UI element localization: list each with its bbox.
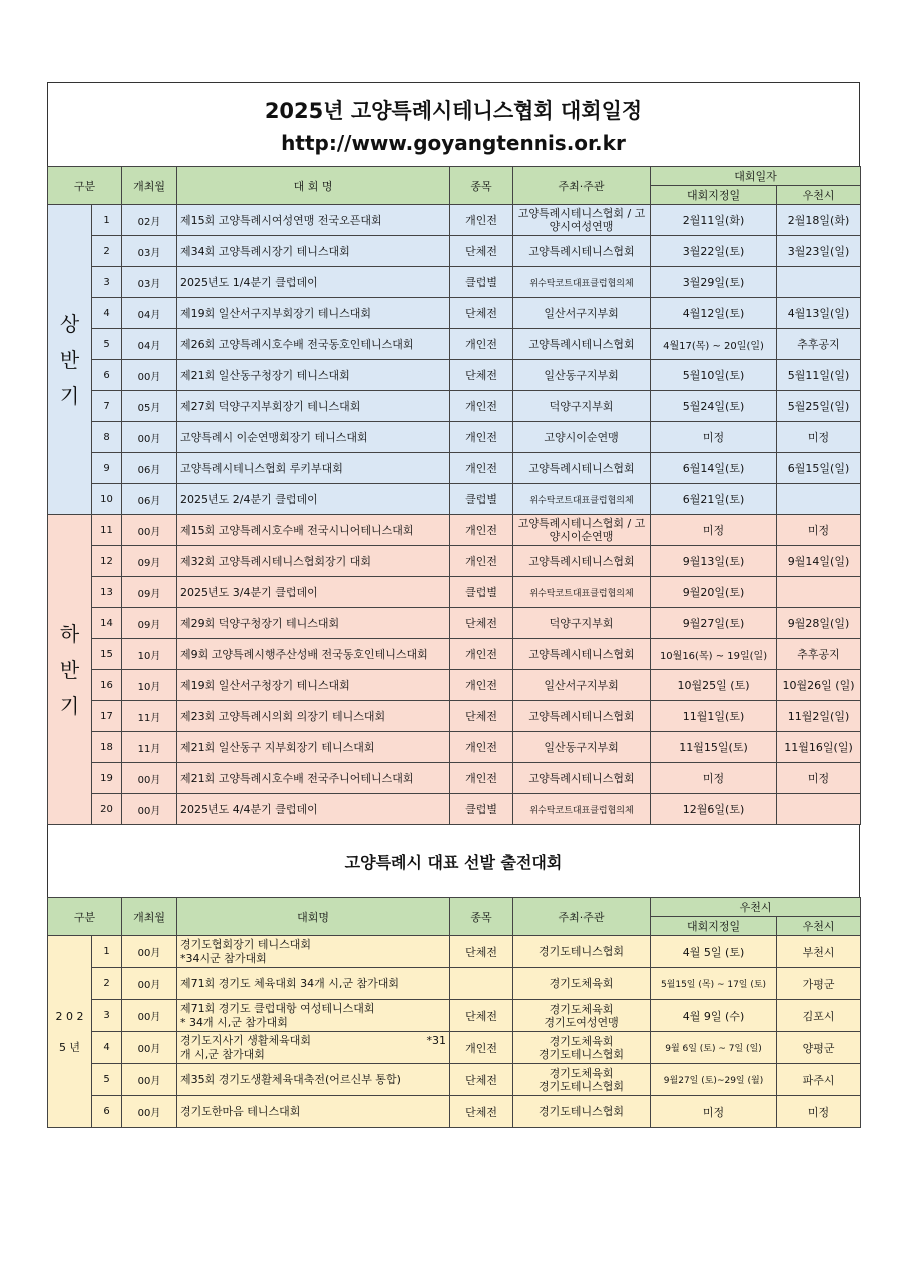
row-date: 10월25일 (토) — [651, 670, 777, 701]
row-date: 11월15일(토) — [651, 732, 777, 763]
row-date: 9월 6일 (토) ~ 7일 (일) — [651, 1032, 777, 1064]
row-event-type: 개인전 — [450, 639, 513, 670]
second-schedule-table — [47, 897, 861, 1128]
row-month: 00月 — [122, 1064, 177, 1096]
row-number: 12 — [92, 546, 122, 577]
row-host — [513, 1032, 651, 1064]
row-event-name-line1: 제71회 경기도 클럽대항 여성테니스대회 — [180, 1001, 375, 1015]
row-date: 4월 5일 (토) — [651, 936, 777, 968]
schedule-sheet — [47, 82, 860, 1128]
row-month: 00月 — [122, 936, 177, 968]
row-number: 1 — [92, 936, 122, 968]
row-event-name: 제27회 덕양구지부회장기 테니스대회 — [177, 391, 450, 422]
row-rain-date: 5월11일(일) — [777, 360, 861, 391]
table-row — [48, 236, 861, 267]
row-event-name: 제15회 고양특례시호수배 전국시니어테니스대회 — [177, 515, 450, 546]
table-row — [48, 360, 861, 391]
row-number: 3 — [92, 267, 122, 298]
row-event-type: 단체전 — [450, 360, 513, 391]
row-month: 10月 — [122, 670, 177, 701]
first-half-label: 상 반 기 — [48, 205, 92, 515]
row-date: 11월1일(토) — [651, 701, 777, 732]
row-event-type: 단체전 — [450, 1096, 513, 1128]
row-event-name-line2: 개 시,군 참가대회 — [180, 1047, 265, 1061]
row-date: 9월27일(토) — [651, 608, 777, 639]
table-row — [48, 515, 861, 546]
row-number: 4 — [92, 1032, 122, 1064]
row-host-line1: 경기도체육회 — [549, 1066, 614, 1080]
row-host-line1: 경기도체육회 — [549, 1034, 614, 1048]
row-event-name-line1: 경기도지사기 생활체육대회 — [180, 1033, 312, 1047]
row-host: 위수탁코트대표클럽협의체 — [513, 577, 651, 608]
row-event-type: 개인전 — [450, 670, 513, 701]
row-host: 고양특례시테니스협회 — [513, 236, 651, 267]
row-host-line1: 경기도테니스협회 — [539, 945, 625, 958]
row-event-name-line2: *34시군 참가대회 — [180, 951, 267, 965]
row-event-name: 2025년도 4/4분기 클럽데이 — [177, 794, 450, 825]
row-rain-location: 미정 — [777, 1096, 861, 1128]
row-month: 00月 — [122, 515, 177, 546]
row-date: 6월21일(토) — [651, 484, 777, 515]
row-number: 10 — [92, 484, 122, 515]
table-row — [48, 1000, 861, 1032]
row-event-type: 단체전 — [450, 1000, 513, 1032]
sec-header-host: 주최·주관 — [513, 898, 651, 936]
row-date: 3월22일(토) — [651, 236, 777, 267]
title-box — [47, 82, 860, 166]
row-event-name-line2: * 34개 시,군 참가대회 — [180, 1015, 288, 1029]
table-row — [48, 1096, 861, 1128]
sec-header-name: 대회명 — [177, 898, 450, 936]
row-event-name: 제21회 고양특례시호수배 전국주니어테니스대회 — [177, 763, 450, 794]
header-name: 대 회 명 — [177, 167, 450, 205]
row-event-name — [177, 1000, 450, 1032]
table-row — [48, 701, 861, 732]
row-number: 15 — [92, 639, 122, 670]
row-month: 11月 — [122, 732, 177, 763]
row-number: 18 — [92, 732, 122, 763]
row-host: 덕양구지부회 — [513, 391, 651, 422]
row-rain-location: 양평군 — [777, 1032, 861, 1064]
sec-header-rain: 우천시 — [777, 917, 861, 936]
row-event-type: 클럽별 — [450, 267, 513, 298]
row-host: 위수탁코트대표클럽협의체 — [513, 484, 651, 515]
row-event-type: 개인전 — [450, 205, 513, 236]
row-number: 8 — [92, 422, 122, 453]
row-date: 미정 — [651, 763, 777, 794]
row-host: 고양특례시테니스협회 — [513, 639, 651, 670]
row-host: 일산서구지부회 — [513, 670, 651, 701]
row-event-name — [177, 968, 450, 1000]
row-date: 4월12일(토) — [651, 298, 777, 329]
row-date: 2월11일(화) — [651, 205, 777, 236]
row-event-name: 제15회 고양특례시여성연맹 전국오픈대회 — [177, 205, 450, 236]
row-rain-date: 추후공지 — [777, 329, 861, 360]
row-number: 2 — [92, 236, 122, 267]
row-event-type: 단체전 — [450, 701, 513, 732]
row-event-name: 제19회 일산서구지부회장기 테니스대회 — [177, 298, 450, 329]
header-month: 개최월 — [122, 167, 177, 205]
header-date: 대회지정일 — [651, 186, 777, 205]
row-number: 6 — [92, 360, 122, 391]
row-date: 5월15일 (목) ~ 17일 (토) — [651, 968, 777, 1000]
row-host — [513, 1064, 651, 1096]
sec-header-month: 개최월 — [122, 898, 177, 936]
row-event-type: 클럽별 — [450, 484, 513, 515]
row-event-name — [177, 1064, 450, 1096]
row-date: 9월27일 (토)~29일 (월) — [651, 1064, 777, 1096]
row-host: 고양특례시테니스협회 / 고양시이순연맹 — [513, 515, 651, 546]
row-number: 2 — [92, 968, 122, 1000]
row-event-type: 개인전 — [450, 546, 513, 577]
row-month: 00月 — [122, 1096, 177, 1128]
row-host — [513, 1000, 651, 1032]
row-rain-date: 미정 — [777, 515, 861, 546]
row-number: 19 — [92, 763, 122, 794]
row-event-name: 2025년도 2/4분기 클럽데이 — [177, 484, 450, 515]
row-event-name: 2025년도 1/4분기 클럽데이 — [177, 267, 450, 298]
row-event-name: 제19회 일산서구청장기 테니스대회 — [177, 670, 450, 701]
row-event-name-line1: 경기도한마음 테니스대회 — [180, 1104, 301, 1118]
row-rain-date — [777, 484, 861, 515]
header-host: 주최·주관 — [513, 167, 651, 205]
row-event-type: 단체전 — [450, 236, 513, 267]
table-row — [48, 968, 861, 1000]
second-section-title: 고양특례시 대표 선발 출전대회 — [344, 853, 563, 872]
row-rain-date: 미정 — [777, 763, 861, 794]
table-row — [48, 329, 861, 360]
row-event-note: *31 — [426, 1033, 447, 1047]
row-rain-location: 가평군 — [777, 968, 861, 1000]
row-month: 03月 — [122, 236, 177, 267]
row-month: 00月 — [122, 968, 177, 1000]
row-rain-date: 11월2일(일) — [777, 701, 861, 732]
row-host-line2: 경기도테니스협회 — [539, 1079, 625, 1093]
row-host: 고양특례시테니스협회 / 고양시여성연맹 — [513, 205, 651, 236]
row-event-name — [177, 1032, 450, 1064]
row-host: 고양특례시테니스협회 — [513, 546, 651, 577]
row-event-type: 단체전 — [450, 1064, 513, 1096]
table-row — [48, 936, 861, 968]
row-event-type: 단체전 — [450, 936, 513, 968]
row-date: 9월20일(토) — [651, 577, 777, 608]
header-date-group: 대회일자 — [651, 167, 861, 186]
table-row — [48, 453, 861, 484]
row-number: 17 — [92, 701, 122, 732]
row-event-name — [177, 936, 450, 968]
row-event-type: 클럽별 — [450, 577, 513, 608]
row-rain-date: 2월18일(화) — [777, 205, 861, 236]
row-rain-date: 10월26일 (일) — [777, 670, 861, 701]
row-event-type: 개인전 — [450, 422, 513, 453]
row-month: 05月 — [122, 391, 177, 422]
row-event-name — [177, 1096, 450, 1128]
header-division: 구분 — [48, 167, 122, 205]
row-month: 04月 — [122, 298, 177, 329]
row-host — [513, 936, 651, 968]
row-month: 11月 — [122, 701, 177, 732]
row-event-type: 개인전 — [450, 453, 513, 484]
row-rain-date: 3월23일(일) — [777, 236, 861, 267]
sec-header-type: 종목 — [450, 898, 513, 936]
row-event-name: 제21회 일산동구청장기 테니스대회 — [177, 360, 450, 391]
row-rain-date: 9월14일(일) — [777, 546, 861, 577]
row-event-name: 고양특례시 이순연맹회장기 테니스대회 — [177, 422, 450, 453]
row-month: 09月 — [122, 546, 177, 577]
row-event-name: 제29회 덕양구청장기 테니스대회 — [177, 608, 450, 639]
row-month: 04月 — [122, 329, 177, 360]
row-host: 고양특례시테니스협회 — [513, 763, 651, 794]
row-event-type: 단체전 — [450, 608, 513, 639]
row-number: 13 — [92, 577, 122, 608]
table-row — [48, 639, 861, 670]
row-event-name: 고양특례시테니스협회 루키부대회 — [177, 453, 450, 484]
table-row — [48, 391, 861, 422]
table-row — [48, 484, 861, 515]
row-event-type: 단체전 — [450, 298, 513, 329]
row-number: 20 — [92, 794, 122, 825]
row-month: 00月 — [122, 763, 177, 794]
row-host — [513, 1096, 651, 1128]
sec-header-date: 대회지정일 — [651, 917, 777, 936]
row-rain-location: 파주시 — [777, 1064, 861, 1096]
row-host: 일산동구지부회 — [513, 360, 651, 391]
row-event-name: 2025년도 3/4분기 클럽데이 — [177, 577, 450, 608]
row-event-name: 제34회 고양특례시장기 테니스대회 — [177, 236, 450, 267]
row-rain-date: 추후공지 — [777, 639, 861, 670]
row-rain-location: 김포시 — [777, 1000, 861, 1032]
row-rain-location: 부천시 — [777, 936, 861, 968]
table-row — [48, 732, 861, 763]
table-row — [48, 577, 861, 608]
row-host-line1: 경기도체육회 — [549, 1002, 614, 1016]
year-label: 2 0 2 5 년 — [48, 936, 92, 1128]
row-number: 1 — [92, 205, 122, 236]
row-host-line1: 경기도테니스협회 — [539, 1105, 625, 1118]
sec-header-division: 구분 — [48, 898, 122, 936]
row-rain-date — [777, 794, 861, 825]
row-number: 14 — [92, 608, 122, 639]
row-month: 03月 — [122, 267, 177, 298]
row-host: 고양시이순연맹 — [513, 422, 651, 453]
row-event-type: 개인전 — [450, 391, 513, 422]
row-number: 5 — [92, 329, 122, 360]
row-rain-date — [777, 267, 861, 298]
row-host: 덕양구지부회 — [513, 608, 651, 639]
row-date: 9월13일(토) — [651, 546, 777, 577]
row-month: 00月 — [122, 794, 177, 825]
row-host-line2: 경기도테니스협회 — [539, 1047, 625, 1061]
row-date: 미정 — [651, 1096, 777, 1128]
row-host: 일산동구지부회 — [513, 732, 651, 763]
row-event-type — [450, 968, 513, 1000]
row-event-name-line1: 경기도협회장기 테니스대회 — [180, 937, 312, 951]
table-row — [48, 1032, 861, 1064]
table-row — [48, 1064, 861, 1096]
row-date: 6월14일(토) — [651, 453, 777, 484]
row-month: 09月 — [122, 608, 177, 639]
row-host: 위수탁코트대표클럽협의체 — [513, 267, 651, 298]
row-event-name: 제32회 고양특례시테니스협회장기 대회 — [177, 546, 450, 577]
row-rain-date: 9월28일(일) — [777, 608, 861, 639]
row-host: 위수탁코트대표클럽협의체 — [513, 794, 651, 825]
row-event-type: 개인전 — [450, 1032, 513, 1064]
row-month: 06月 — [122, 453, 177, 484]
table-row — [48, 267, 861, 298]
row-rain-date — [777, 577, 861, 608]
row-month: 02月 — [122, 205, 177, 236]
row-number: 4 — [92, 298, 122, 329]
table-row — [48, 670, 861, 701]
row-number: 6 — [92, 1096, 122, 1128]
row-rain-date: 11월16일(일) — [777, 732, 861, 763]
row-rain-date: 5월25일(일) — [777, 391, 861, 422]
row-date: 12월6일(토) — [651, 794, 777, 825]
row-date: 4월17(목) ~ 20일(일) — [651, 329, 777, 360]
table-row — [48, 794, 861, 825]
table-row — [48, 422, 861, 453]
row-event-type: 개인전 — [450, 329, 513, 360]
table-row — [48, 298, 861, 329]
row-date: 3월29일(토) — [651, 267, 777, 298]
header-rain: 우천시 — [777, 186, 861, 205]
row-rain-date: 4월13일(일) — [777, 298, 861, 329]
row-date: 5월24일(토) — [651, 391, 777, 422]
row-month: 00月 — [122, 1000, 177, 1032]
row-host: 고양특례시테니스협회 — [513, 329, 651, 360]
sec-header-rain-group: 우천시 — [651, 898, 861, 917]
row-month: 09月 — [122, 577, 177, 608]
row-month: 06月 — [122, 484, 177, 515]
row-month: 10月 — [122, 639, 177, 670]
second-half-label: 하 반 기 — [48, 515, 92, 825]
row-host: 고양특례시테니스협회 — [513, 701, 651, 732]
row-event-name-line1: 제35회 경기도생활체육대축전(어르신부 통합) — [180, 1072, 401, 1086]
row-date: 미정 — [651, 515, 777, 546]
row-date: 5월10일(토) — [651, 360, 777, 391]
row-number: 7 — [92, 391, 122, 422]
row-date: 10월16(목) ~ 19일(일) — [651, 639, 777, 670]
second-section-title-box — [47, 825, 860, 897]
row-number: 5 — [92, 1064, 122, 1096]
row-host — [513, 968, 651, 1000]
table-row — [48, 608, 861, 639]
row-host-line1: 경기도체육회 — [549, 977, 614, 990]
row-month: 00月 — [122, 1032, 177, 1064]
table-row — [48, 205, 861, 236]
row-event-type: 개인전 — [450, 515, 513, 546]
row-host: 일산서구지부회 — [513, 298, 651, 329]
row-event-name: 제23회 고양특례시의회 의장기 테니스대회 — [177, 701, 450, 732]
main-schedule-table — [47, 166, 861, 825]
website-url: http://www.goyangtennis.or.kr — [281, 131, 626, 155]
row-month: 00月 — [122, 360, 177, 391]
table-row — [48, 763, 861, 794]
row-event-type: 개인전 — [450, 763, 513, 794]
row-event-name-line1: 제71회 경기도 체육대회 34개 시,군 참가대회 — [180, 976, 400, 990]
row-rain-date: 미정 — [777, 422, 861, 453]
header-type: 종목 — [450, 167, 513, 205]
row-number: 16 — [92, 670, 122, 701]
table-row — [48, 546, 861, 577]
row-event-type: 클럽별 — [450, 794, 513, 825]
row-date: 4월 9일 (수) — [651, 1000, 777, 1032]
row-event-name: 제26회 고양특례시호수배 전국동호인테니스대회 — [177, 329, 450, 360]
row-date: 미정 — [651, 422, 777, 453]
row-number: 3 — [92, 1000, 122, 1032]
row-host: 고양특례시테니스협회 — [513, 453, 651, 484]
row-rain-date: 6월15일(일) — [777, 453, 861, 484]
row-event-name: 제21회 일산동구 지부회장기 테니스대회 — [177, 732, 450, 763]
row-host-line2: 경기도여성연맹 — [544, 1015, 619, 1029]
row-event-type: 개인전 — [450, 732, 513, 763]
row-number: 9 — [92, 453, 122, 484]
page-title: 2025년 고양특례시테니스협회 대회일정 — [264, 99, 643, 123]
row-number: 11 — [92, 515, 122, 546]
row-event-name: 제9회 고양특례시행주산성배 전국동호인테니스대회 — [177, 639, 450, 670]
row-month: 00月 — [122, 422, 177, 453]
